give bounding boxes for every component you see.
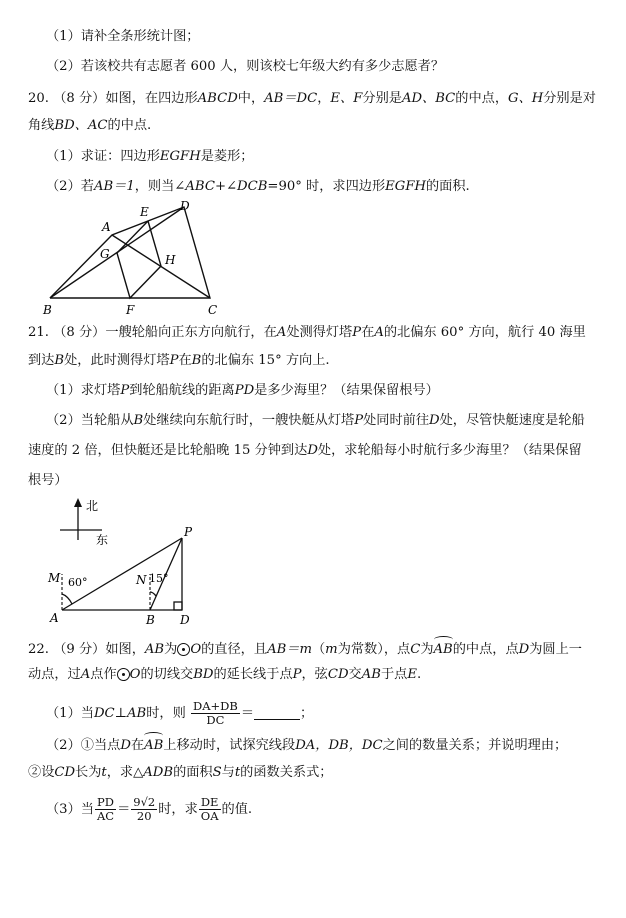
q21-stem: 21. （8 分）一艘轮船向正东方向航行，在A处测得灯塔P在A的北偏东 60° 方向，航行 40 海里: [28, 325, 586, 340]
q21-label-d: D: [180, 613, 190, 626]
q21-part2-line3: 根号）: [28, 473, 68, 488]
q20-label-c: C: [208, 303, 218, 317]
q22-part1: （1）当DC⊥AB时，则 $\frac{DA+DB}{DC}$ ＝ ；: [46, 699, 314, 727]
q22-part3: （3）当 $\frac{PD}{AC}$ ＝ $\frac{9√2}{20}$ 时，求 $\frac{DE}{OA}$ 的值.: [46, 795, 253, 823]
answer-blank[interactable]: [254, 707, 300, 720]
fraction-pd-ac: $\frac{PD}{AC}$: [96, 795, 115, 823]
q21-navigation-figure: [40, 498, 210, 626]
q20-label-b: B: [43, 303, 52, 317]
north-label: 北: [86, 499, 99, 513]
q20-label-h: H: [165, 253, 176, 267]
angle-60-arc: [62, 594, 72, 604]
q19-part2: （2）若该校共有志愿者 600 人，则该校七年级大约有多少志愿者？: [46, 59, 445, 74]
q22-stem-line2: 动点，过A点作 O的切线交BD的延长线于点P，弦CD交AB于点E.: [28, 667, 422, 682]
circle-o-symbol-2: [117, 668, 130, 681]
arc-ab: AB: [434, 638, 453, 659]
q21-part1: （1）求灯塔P到轮船航线的距离PD是多少海里？（结果保留根号）: [46, 383, 439, 398]
q20-part1: （1）求证：四边形EGFH是菱形；: [46, 149, 254, 164]
q20-label-d: D: [180, 199, 190, 213]
q20-label-f: F: [126, 303, 135, 317]
q21-label-n: N: [136, 573, 147, 587]
q22-stem: 22. （9 分）如图，AB为 O的直径，且AB＝m（m为常数），点C为AB的中点，点D为圆上一: [28, 638, 582, 659]
q21-stem-line2: 到达B处，此时测得灯塔P在B的北偏东 15° 方向上.: [28, 353, 330, 368]
q22-part2: （2）①当点D在AB上移动时，试探究线段DA，DB，DC之间的数量关系；并说明理由；: [46, 734, 567, 755]
angle-15-label: 15°: [149, 572, 169, 585]
q21-part2: （2）当轮船从B处继续向东航行时，一艘快艇从灯塔P处同时前往D处，尽管快艇速度是轮船: [46, 413, 585, 428]
fraction-de-oa: $\frac{DE}{OA}$: [200, 795, 219, 823]
q19-part1: （1）请补全条形统计图；: [46, 29, 200, 44]
fraction-da-db-dc: $\frac{DA+DB}{DC}$: [193, 699, 238, 727]
q20-label-a: A: [102, 220, 111, 234]
angle-60-label: 60°: [68, 576, 88, 589]
north-arrow-head: [74, 498, 82, 507]
q21-label-m: M: [48, 571, 61, 585]
q20-label-e: E: [140, 205, 149, 219]
circle-o-symbol: [177, 643, 190, 656]
q21-label-p: P: [184, 525, 193, 539]
q21-part2-line2: 速度的 2 倍，但快艇还是比轮船晚 15 分钟到达D处，求轮船每小时航行多少海里？（结果保留: [28, 443, 582, 458]
q22-part2-sub2: ②设CD长为t，求△ADB的面积S与t的函数关系式；: [28, 765, 333, 780]
arc-ab-2: AB: [144, 734, 163, 755]
q20-quad-outline: [50, 207, 210, 298]
q21-label-a: A: [50, 611, 59, 625]
q20-label-g: G: [100, 247, 110, 261]
east-label: 东: [96, 533, 109, 547]
angle-15-arc: [150, 592, 156, 596]
q20-stem: 20. （8 分）如图，在四边形ABCD中，AB＝DC，E、F分别是AD、BC的中点，G、H分别是对: [28, 91, 596, 106]
fraction-9root2-20: $\frac{9√2}{20}$: [133, 795, 156, 823]
q20-stem-line2: 角线BD、AC的中点.: [28, 118, 152, 133]
q20-part2: （2）若AB＝1，则当∠ABC+∠DCB=90° 时，求四边形EGFH的面积.: [46, 179, 470, 194]
q20-quadrilateral-figure: [38, 198, 238, 320]
right-angle-mark: [174, 602, 182, 610]
q20-rhombus-egfh: [117, 221, 161, 298]
q21-label-b: B: [146, 613, 155, 626]
